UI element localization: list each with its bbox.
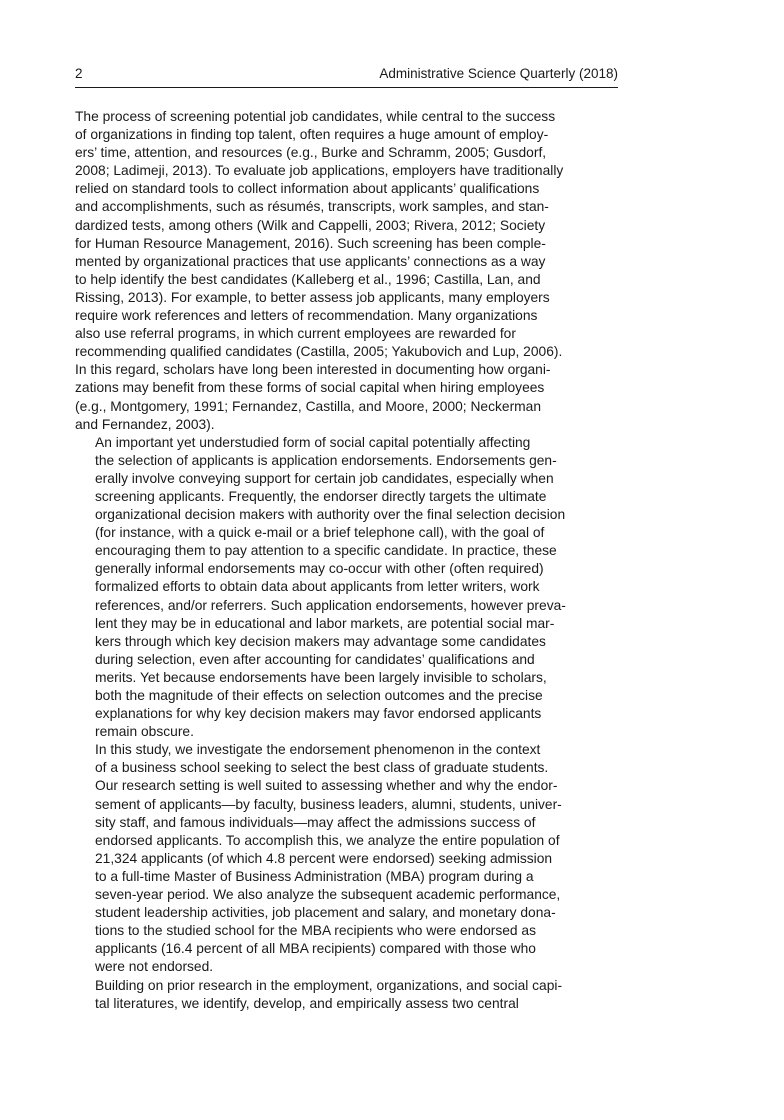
text-line: endorsed applicants. To accomplish this, we analyze the entire population of [95, 832, 560, 848]
text-line: also use referral programs, in which current employees are rewarded for [75, 326, 516, 342]
text-line: (e.g., Montgomery, 1991; Fernandez, Castilla, and Moore, 2000; Neckerman [75, 398, 542, 414]
text-line: to help identify the best candidates (Kalleberg et al., 1996; Castilla, Lan, and [75, 271, 541, 287]
text-line: were not endorsed. [95, 959, 214, 975]
paragraph-1 [75, 108, 618, 434]
text-line: ers’ time, attention, and resources (e.g., Burke and Schramm, 2005; Gusdorf, [75, 145, 547, 161]
paragraph-2 [75, 434, 618, 742]
text-line: dardized tests, among others (Wilk and Cappelli, 2003; Rivera, 2012; Society [75, 217, 546, 233]
text-line: seven-year period. We also analyze the subsequent academic performance, [95, 887, 561, 903]
text-line: applicants (16.4 percent of all MBA recipients) compared with those who [95, 941, 536, 957]
text-line: student leadership activities, job placement and salary, and monetary dona- [95, 905, 556, 921]
text-line: require work references and letters of recommendation. Many organizations [75, 308, 538, 324]
article-body [75, 108, 618, 1013]
text-line: In this study, we investigate the endorsement phenomenon in the context [95, 742, 541, 758]
text-line: both the magnitude of their effects on selection outcomes and the precise [95, 688, 543, 703]
text-line: erally involve conveying support for certain job candidates, especially when [95, 470, 554, 486]
text-line: lent they may be in educational and labor markets, are potential social mar- [95, 615, 555, 631]
text-line: Our research setting is well suited to assessing whether and why the endor- [95, 778, 558, 794]
journal-title: Administrative Science Quarterly (2018) [379, 66, 618, 81]
page-number: 2 [75, 66, 83, 81]
text-line: organizational decision makers with authority over the final selection decision [95, 507, 566, 523]
text-line: references, and/or referrers. Such application endorsements, however preva- [95, 597, 566, 613]
text-line: The process of screening potential job candidates, while central to the success [75, 109, 556, 124]
text-line: tal literatures, we identify, develop, and empirically assess two central [95, 995, 519, 1011]
text-line: 2008; Ladimeji, 2013). To evaluate job applications, employers have traditionally [75, 163, 564, 179]
text-line: Rissing, 2013). For example, to better assess job applicants, many employers [75, 289, 550, 305]
text-line: the selection of applicants is application endorsements. Endorsements gen- [95, 452, 557, 468]
text-line: screening applicants. Frequently, the endorser directly targets the ultimate [95, 488, 547, 504]
text-line: sement of applicants—by faculty, business leaders, alumni, students, univer- [95, 796, 562, 812]
text-line: Building on prior research in the employment, organizations, and social capi- [95, 977, 563, 993]
text-line: zations may benefit from these forms of social capital when hiring employees [75, 380, 545, 396]
text-line: and Fernandez, 2003). [75, 416, 215, 432]
paragraph-4 [75, 977, 618, 1013]
page [75, 66, 618, 1013]
text-line: tions to the studied school for the MBA recipients who were endorsed as [95, 923, 536, 939]
text-line: explanations for why key decision makers may favor endorsed applicants [95, 706, 542, 722]
text-line: generally informal endorsements may co-occur with other (often required) [95, 561, 544, 577]
text-line: remain obscure. [95, 724, 194, 740]
text-line: (for instance, with a quick e-mail or a brief telephone call), with the goal of [95, 525, 545, 541]
text-line: mented by organizational practices that use applicants’ connections as a way [75, 253, 546, 269]
text-line: relied on standard tools to collect information about applicants’ qualifications [75, 181, 540, 197]
text-line: during selection, even after accounting for candidates’ qualifications and [95, 651, 535, 667]
text-line: recommending qualified candidates (Castilla, 2005; Yakubovich and Lup, 2006). [75, 344, 563, 360]
text-line: and accomplishments, such as résumés, transcripts, work samples, and stan- [75, 199, 549, 215]
text-line: kers through which key decision makers may advantage some candidates [95, 633, 546, 649]
text-line: merits. Yet because endorsements have been largely invisible to scholars, [95, 669, 547, 685]
text-line: encouraging them to pay attention to a specific candidate. In practice, these [95, 543, 557, 559]
text-line: of organizations in finding top talent, often requires a huge amount of employ- [75, 127, 549, 143]
text-line: sity staff, and famous individuals—may affect the admissions success of [95, 814, 536, 830]
running-header [75, 66, 618, 88]
paragraph-3 [75, 741, 618, 976]
text-line: of a business school seeking to select the best class of graduate students. [95, 760, 549, 776]
text-line: for Human Resource Management, 2016). Such screening has been comple- [75, 235, 546, 251]
text-line: In this regard, scholars have long been interested in documenting how organi- [75, 362, 551, 378]
text-line: 21,324 applicants (of which 4.8 percent were endorsed) seeking admission [95, 850, 553, 866]
text-line: to a full-time Master of Business Administration (MBA) program during a [95, 868, 534, 884]
text-line: formalized efforts to obtain data about applicants from letter writers, work [95, 579, 540, 595]
text-line: An important yet understudied form of social capital potentially affecting [95, 434, 531, 450]
